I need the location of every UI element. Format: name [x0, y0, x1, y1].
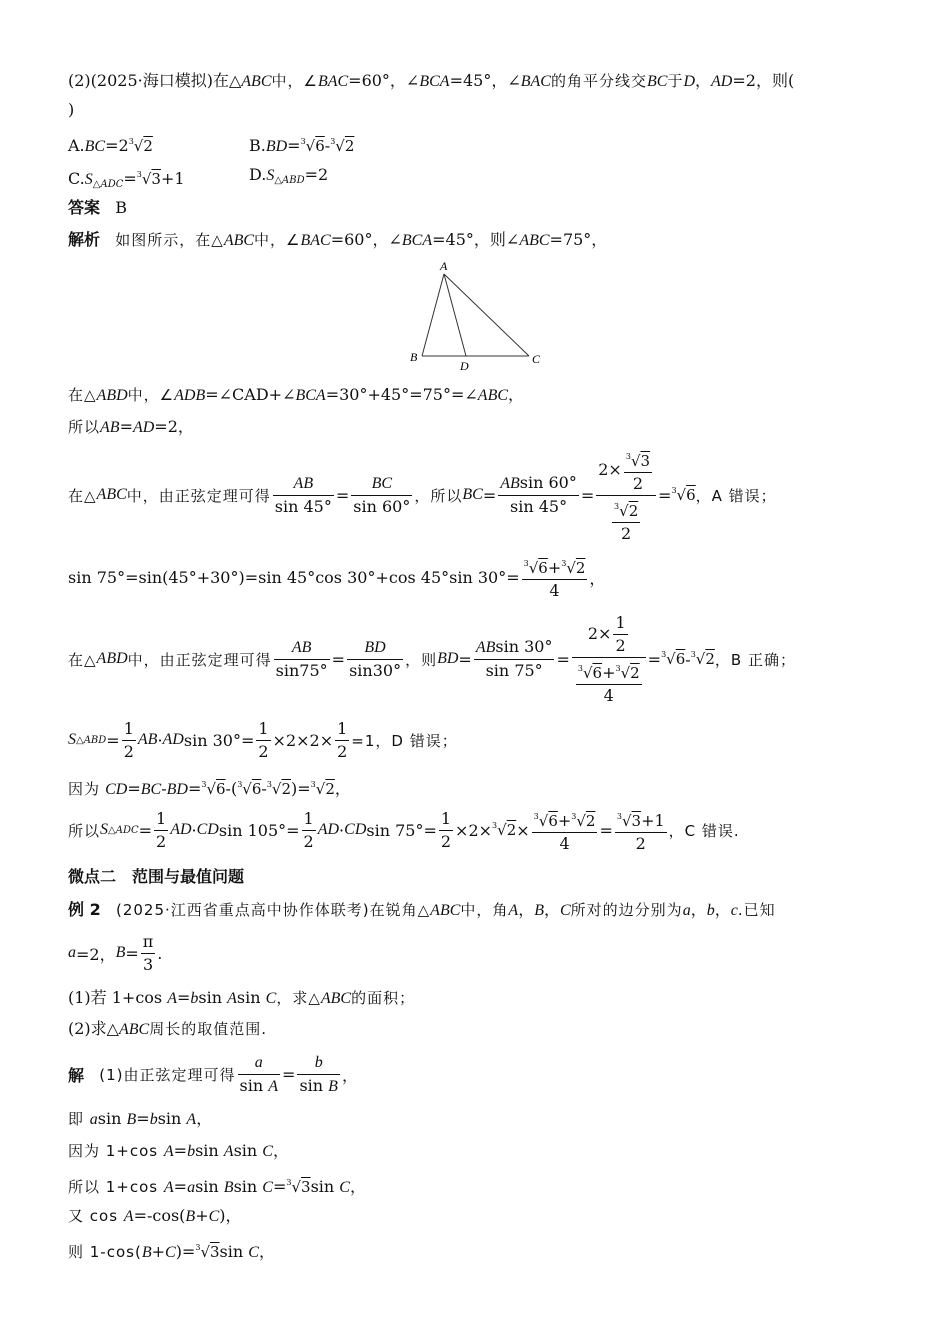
line-adb: 在△ABD中，∠ADB=∠CAD+∠BCA=30°+45°=75°=∠ABC，: [68, 385, 525, 404]
side-ab: [422, 274, 444, 356]
side-ac: [444, 274, 529, 356]
line-law-of-sines-1: 在△ ABC 中，由正弦定理可得 $\frac{AB}{\sin 45^\circ}$ = $\frac{BC}{\sin 60^\circ}$ ，所以 BC = $\frac{ABsin 60^\circ}{\sin 45^\circ}$ = 2× $\frac{^3√3}{2}$ $\frac{^3√2}{2}$ = $^3$√6 ，A 错误；: [68, 449, 777, 541]
answer: 答案 B: [68, 198, 128, 217]
solution-line-2: 即 asin B=bsin A，: [68, 1109, 213, 1128]
segment-ad: [444, 274, 466, 356]
option-d: $D.S_{\triangle ABD}=2$: [249, 165, 329, 186]
solution-line-4: 所以 1+cos A=asin Bsin C=$^3$√3sin C，: [68, 1177, 366, 1196]
part-2: (2)求△ABC周长的取值范围.: [68, 1019, 267, 1038]
label-b: B: [410, 350, 418, 364]
label-c: C: [532, 352, 541, 366]
label-a: A: [440, 259, 448, 273]
example-2-line-2: a =2， B = $\frac{\pi}{3}$ .: [68, 931, 163, 974]
question-line-1: (2)(2025·海口模拟)在△ABC中，∠BAC=60°，∠BCA=45°，∠BAC的角平分线交BC于D，AD=2，则(: [68, 71, 795, 90]
line-ab-ad: 所以AB=AD=2，: [68, 417, 194, 436]
solution-line-3: 因为 1+cos A=bsin Asin C，: [68, 1141, 289, 1160]
solution-line-5: 又 cos A=-cos(B+C)，: [68, 1206, 242, 1225]
option-a: $A.BC=2^3√2$: [68, 136, 153, 155]
line-area-abd: S △ABD = $\frac{1}{2}$ AB · AD sin 30°= $\frac{1}{2}$ ×2×2× $\frac{1}{2}$ =1，D 错误；: [68, 718, 458, 761]
analysis-line-1: 解析 如图所示，在△ABC中，∠BAC=60°，∠BCA=45°，则∠ABC=75°，: [68, 230, 608, 249]
line-law-of-sines-2: 在△ ABD 中，由正弦定理可得 $\frac{AB}{\sin 75^\circ}$ = $\frac{BD}{\sin 30^\circ}$ ，则 BD = $\frac{ABsin 30^\circ}{\sin 75^\circ}$ = 2× $\frac{1}{2}$ $\frac{^3√6+^3√2}{4}$ = $^3$√6 - $^3$√2 ，B 正确；: [68, 612, 796, 705]
option-b: B.BD=$^3$√6-$^3$√2: [249, 136, 355, 155]
part-1: (1)若 1+cos A=bsin Asin C，求△ABC的面积；: [68, 988, 416, 1007]
section-title: 微点二 范围与最值问题: [68, 867, 245, 886]
question-line-2: ): [68, 100, 75, 119]
line-area-adc: 所以 S △ADC = $\frac{1}{2}$ AD · CD sin 105°= $\frac{1}{2}$ AD · CD sin 75°= $\frac{1}{2}$ ×2× $^3$√2 × $\frac{^3√6+^3√2}{4}$ = $\frac{^3√3+1}{2}$ ，C 错误.: [68, 805, 740, 855]
line-cd: 因为 CD=BC-BD=$^3$√6-($^3$√6-$^3$√2)=$^3$√2，: [68, 779, 351, 798]
solution-line-6: 则 1-cos(B+C)=$^3$√3sin C，: [68, 1242, 275, 1261]
example-2-line-1: 例 2 (2025·江西省重点高中协作体联考)在锐角△ABC中，角A，B，C所对的边分别为a，b，c.已知: [68, 900, 776, 919]
label-d: D: [460, 359, 469, 373]
option-c: $C.S_{\triangle ADC}=^3√3+1$: [68, 169, 185, 190]
line-sin75: sin 75°=sin(45°+30°)=sin 45°cos 30°+cos 45°sin 30°= $\frac{^3√6+^3√2}{4}$ ，: [68, 552, 605, 602]
solution-line-1: 解 (1)由正弦定理可得 $\frac{a}{\text{sin A}}$ = $\frac{b}{\text{sin B}}$ ，: [68, 1050, 358, 1098]
triangle-figure: [405, 258, 550, 373]
